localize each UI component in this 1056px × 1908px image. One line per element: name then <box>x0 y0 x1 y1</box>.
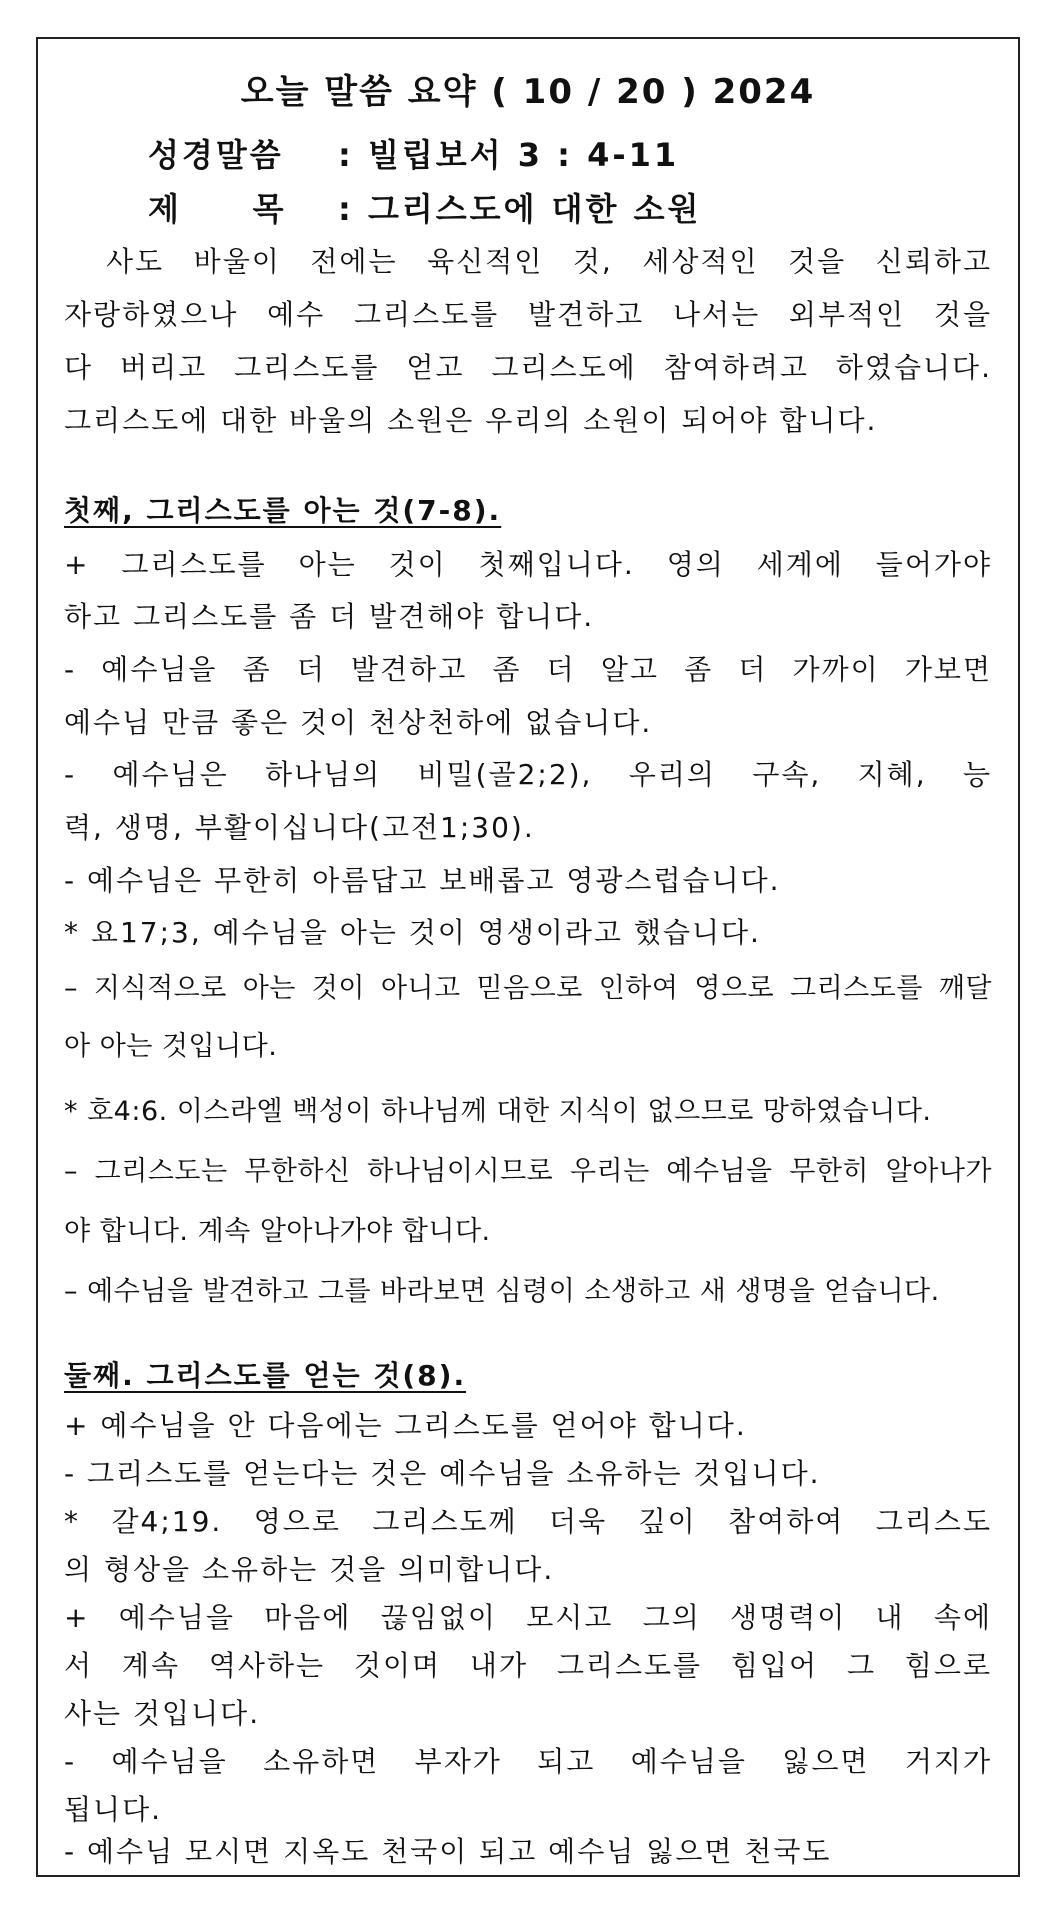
section1-line: * 요17;3, 예수님을 아는 것이 영생이라고 했습니다. <box>64 916 761 949</box>
section1-line: 예수님 만큼 좋은 것이 천상천하에 없습니다. <box>64 706 653 739</box>
scripture-label: 성경말씀 <box>148 136 284 174</box>
page-title: 오늘 말씀 요약 ( 10 / 20 ) 2024 <box>240 72 816 112</box>
scripture-row <box>148 130 679 176</box>
section1-line: 아 아는 것입니다. <box>64 1031 278 1062</box>
section1-line: 력, 생명, 부활이십니다(고전1;30). <box>64 811 535 844</box>
section1-line: + 그리스도를 아는 것이 첫째입니다. 영의 세계에 들어가야 <box>64 548 992 581</box>
section2-heading: 둘째. 그리스도를 얻는 것(8). <box>64 1359 467 1392</box>
section2-line: 사는 것입니다. <box>64 1697 261 1730</box>
section1-line: – 예수님을 발견하고 그를 바라보면 심령이 소생하고 새 생명을 얻습니다. <box>64 1276 940 1307</box>
section2-line: 됩니다. <box>64 1793 163 1826</box>
subject-label: 제 목 <box>148 190 287 228</box>
section1-heading: 첫째, 그리스도를 아는 것(7-8). <box>64 494 502 527</box>
section1-line: - 예수님은 무한히 아름답고 보배롭고 영광스럽습니다. <box>64 864 781 897</box>
section2-line: - 그리스도를 얻는다는 것은 예수님을 소유하는 것입니다. <box>64 1457 821 1490</box>
section1-line: 야 합니다. 계속 알아나가야 합니다. <box>64 1216 491 1247</box>
section1-line: * 호4:6. 이스라엘 백성이 하나님께 대한 지식이 없으므로 망하였습니다. <box>64 1096 932 1127</box>
section2-line: - 예수님을 소유하면 부자가 되고 예수님을 잃으면 거지가 <box>64 1745 992 1778</box>
subject-row <box>148 184 701 230</box>
subject-value: : 그리스도에 대한 소원 <box>338 190 702 228</box>
section2-line: 서 계속 역사하는 것이며 내가 그리스도를 힘입어 그 힘으로 <box>64 1649 992 1682</box>
intro-line: 다 버리고 그리스도를 얻고 그리스도에 참여하려고 하였습니다. <box>64 351 992 384</box>
intro-line: 사도 바울이 전에는 육신적인 것, 세상적인 것을 신뢰하고 <box>106 245 992 278</box>
intro-line: 자랑하였으나 예수 그리스도를 발견하고 나서는 외부적인 것을 <box>64 298 992 331</box>
section2-line: * 갈4;19. 영으로 그리스도께 더욱 깊이 참여하여 그리스도 <box>64 1505 992 1538</box>
section2-line: 의 형상을 소유하는 것을 의미합니다. <box>64 1553 555 1586</box>
section2-line: + 예수님을 마음에 끊임없이 모시고 그의 생명력이 내 속에 <box>64 1601 992 1634</box>
intro-line: 그리스도에 대한 바울의 소원은 우리의 소원이 되어야 합니다. <box>64 404 878 437</box>
scripture-value: : 빌립보서 3 : 4-11 <box>338 136 680 174</box>
section1-line: - 예수님을 좀 더 발견하고 좀 더 알고 좀 더 가까이 가보면 <box>64 653 992 686</box>
section1-line: – 지식적으로 아는 것이 아니고 믿음으로 인하여 영으로 그리스도를 깨달 <box>64 973 992 1004</box>
section2-line: + 예수님을 안 다음에는 그리스도를 얻어야 합니다. <box>64 1409 747 1442</box>
section1-line: - 예수님은 하나님의 비밀(골2;2), 우리의 구속, 지혜, 능 <box>64 758 992 791</box>
section2-line: - 예수님 모시면 지옥도 천국이 되고 예수님 잃으면 천국도 <box>64 1835 832 1868</box>
section1-line: 하고 그리스도를 좀 더 발견해야 합니다. <box>64 600 595 633</box>
section1-line: – 그리스도는 무한하신 하나님이시므로 우리는 예수님을 무한히 알아나가 <box>64 1156 992 1187</box>
